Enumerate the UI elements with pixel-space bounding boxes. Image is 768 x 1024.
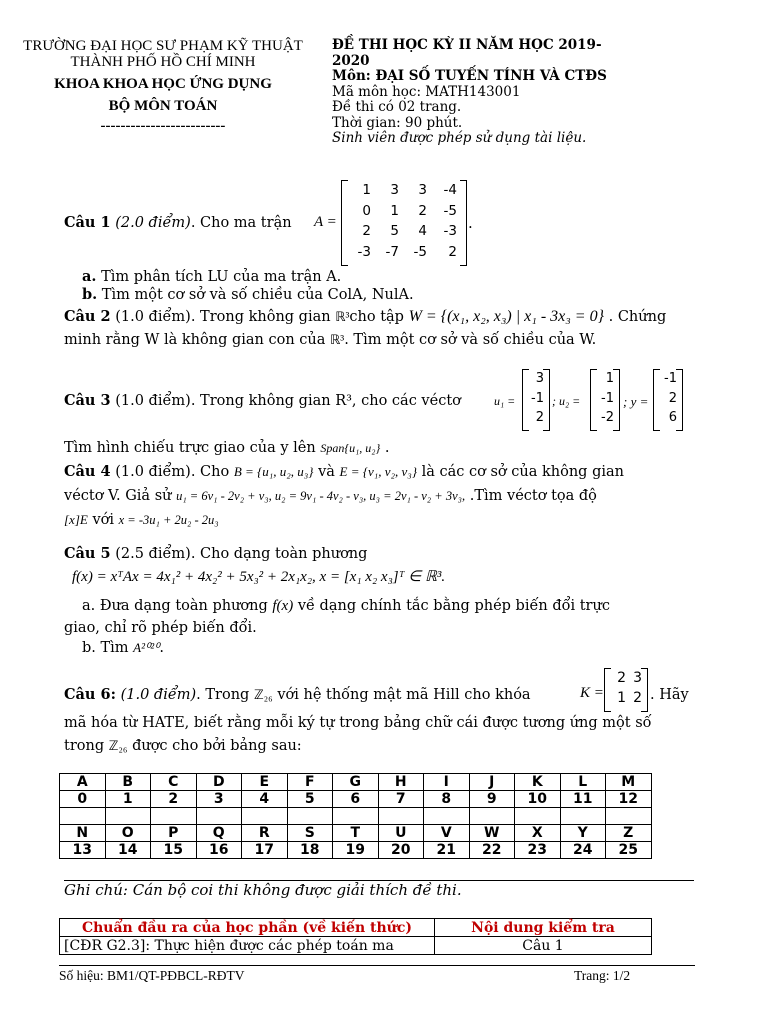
key-matrix-entry-0-1: 3: [633, 670, 642, 686]
q4-line3: [x]E với x = -3u₁ + 2u₂ - 2u₃: [64, 512, 219, 528]
alphabet-letter-cell: U: [378, 825, 424, 842]
alphabet-number-cell: 4: [242, 791, 288, 808]
matrix-a-entry-2-2: 4: [418, 223, 427, 239]
alphabet-number-cell: 22: [469, 842, 515, 859]
footer-divider: [59, 965, 695, 966]
q2-stem: Câu 2 (1.0 điểm). Trong không gian ℝ³cho tập W = {(x₁, x₂, x₃) | x₁ - 3x₃ = 0} . Chứng: [64, 308, 667, 325]
outcome-header-left: Chuẩn đầu ra của học phần (về kiến thức): [60, 919, 435, 937]
q1-part-b: b. Tìm một cơ sở và số chiều của ColA, NulA.: [82, 286, 414, 303]
alphabet-letter-cell: A: [60, 774, 106, 791]
vector-u1-entry-2-0: 2: [535, 410, 544, 425]
key-matrix-entry-1-1: 2: [633, 690, 642, 706]
alphabet-number-cell: 20: [378, 842, 424, 859]
alphabet-empty-cell: [287, 808, 333, 825]
outcome-row-right: Câu 1: [435, 937, 652, 955]
q6-key-matrix: [604, 668, 648, 712]
q3-vector-u2: [590, 369, 620, 431]
alphabet-number-cell: 7: [378, 791, 424, 808]
alphabet-letter-cell: Q: [196, 825, 242, 842]
footer-page-number: Trang: 1/2: [574, 968, 631, 983]
alphabet-row: [60, 791, 652, 808]
q6-stem: Câu 6: (1.0 điểm). Trong ℤ₂₆ với hệ thống mật mã Hill cho khóa: [64, 686, 531, 703]
alphabet-number-cell: 21: [424, 842, 470, 859]
q5-label: Câu 5: [64, 545, 111, 562]
matrix-a-entry-0-2: 3: [418, 182, 427, 198]
vector-u1-entry-0-0: 3: [535, 371, 544, 386]
exam-header: [332, 38, 752, 147]
q4-stem: Câu 4 (1.0 điểm). Cho B = {u₁, u₂, u₃} và E = {v₁, v₂, v₃} là các cơ sở của không gian: [64, 463, 624, 480]
key-matrix-entry-1-0: 1: [617, 690, 626, 706]
department-name: BỘ MÔN TOÁN: [108, 98, 218, 114]
alphabet-letter-cell: D: [196, 774, 242, 791]
q3-vector-y: [653, 369, 683, 431]
q3-stem: Câu 3 (1.0 điểm). Trong không gian R³, cho các véctơ: [64, 392, 461, 409]
alphabet-empty-cell: [242, 808, 288, 825]
alphabet-letter-cell: I: [424, 774, 470, 791]
alphabet-letter-cell: Z: [606, 825, 652, 842]
alphabet-row: [60, 774, 652, 791]
vector-y-entry-0-0: -1: [664, 371, 677, 386]
matrix-right-bracket: [460, 180, 467, 266]
q1-part-a: a. Tìm phân tích LU của ma trận A.: [82, 268, 342, 285]
alphabet-letter-cell: G: [333, 774, 379, 791]
q3-line2: Tìm hình chiếu trực giao của y lên Span{u₁, u₂} .: [64, 440, 390, 456]
outcome-table: [59, 918, 652, 955]
alphabet-letter-cell: X: [515, 825, 561, 842]
school-header: [0, 38, 326, 134]
alphabet-row: [60, 825, 652, 842]
q6-label: Câu 6: [64, 686, 111, 703]
exam-title: ĐỀ THI HỌC KỲ II NĂM HỌC 2019-: [332, 37, 602, 53]
q1-matrix: [341, 180, 467, 266]
vector-u2-entry-1-0: -1: [601, 390, 614, 406]
matrix-a-entry-1-1: 1: [390, 202, 399, 219]
exam-pages: Đề thi có 02 trang.: [332, 99, 462, 115]
matrix-a-entry-3-0: -3: [357, 243, 371, 260]
matrix-a-entry-1-0: 0: [362, 202, 371, 219]
alphabet-letter-cell: P: [151, 825, 197, 842]
alphabet-row: [60, 808, 652, 825]
outcome-row-left: [CĐR G2.3]: Thực hiện được các phép toán ma: [60, 937, 435, 955]
alphabet-number-cell: 6: [333, 791, 379, 808]
outcome-header-right: Nội dung kiểm tra: [435, 919, 652, 937]
alphabet-number-cell: 18: [287, 842, 333, 859]
alphabet-letter-cell: C: [151, 774, 197, 791]
exam-rule-note: Ghi chú: Cán bộ coi thi không được giải thích đề thi.: [64, 881, 462, 899]
alphabet-empty-cell: [560, 808, 606, 825]
alphabet-letter-cell: K: [515, 774, 561, 791]
matrix-a-entry-0-1: 3: [390, 182, 399, 198]
matrix-a-entry-2-3: -3: [443, 223, 457, 239]
q1-stem: [64, 213, 292, 233]
alphabet-number-cell: 10: [515, 791, 561, 808]
matrix-left-bracket: [341, 180, 348, 266]
vector-u1-entry-1-0: -1: [531, 390, 544, 406]
alphabet-empty-cell: [105, 808, 151, 825]
q4-line2: véctơ V. Giả sử u₁ = 6v₁ - 2v₂ + v₃, u₂ = 9v₁ - 4v₂ - v₃, u₃ = 2v₁ - v₂ + 3v₃, .Tìm véctơ tọa độ: [64, 488, 597, 504]
school-name-line1: TRƯỜNG ĐẠI HỌC SƯ PHẠM KỸ THUẬT: [23, 38, 303, 54]
matrix-a-entry-1-3: -5: [443, 202, 457, 219]
q1-matrix-name: A =: [314, 214, 337, 230]
q2-line2: minh rằng W là không gian con của ℝ³. Tìm một cơ sở và số chiều của W.: [64, 332, 597, 348]
header-divider: -------------------------: [100, 118, 226, 134]
q5-quadratic-form: f(x) = xᵀAx = 4x₁² + 4x₂² + 5x₃² + 2x₁x₂, x = [x₁ x₂ x₃]ᵀ ∈ ℝ³.: [72, 569, 446, 585]
exam-note: Sinh viên được phép sử dụng tài liệu.: [332, 130, 587, 146]
q2-label: Câu 2: [64, 308, 111, 325]
alphabet-empty-cell: [378, 808, 424, 825]
alphabet-number-cell: 11: [560, 791, 606, 808]
alphabet-empty-cell: [515, 808, 561, 825]
matrix-a-entry-0-0: 1: [362, 182, 371, 198]
alphabet-empty-cell: [60, 808, 106, 825]
q5-stem: Câu 5 (2.5 điểm). Cho dạng toàn phương: [64, 545, 368, 562]
q1-text: . Cho ma trận: [190, 215, 292, 231]
alphabet-letter-cell: H: [378, 774, 424, 791]
alphabet-number-cell: 5: [287, 791, 333, 808]
alphabet-number-cell: 14: [105, 842, 151, 859]
alphabet-number-cell: 12: [606, 791, 652, 808]
q1-points: (2.0 điểm): [115, 215, 191, 231]
school-name-line2: THÀNH PHỐ HỒ CHÍ MINH: [70, 54, 256, 70]
alphabet-letter-cell: W: [469, 825, 515, 842]
q5-part-b: b. Tìm A²⁰²⁰.: [82, 640, 164, 656]
alphabet-number-cell: 9: [469, 791, 515, 808]
q5-part-a: a. Đưa dạng toàn phương f(x) về dạng chính tắc bằng phép biến đổi trực: [82, 598, 610, 614]
vector-u2-entry-2-0: -2: [601, 410, 614, 425]
vector-y-entry-1-0: 2: [668, 390, 677, 406]
alphabet-empty-cell: [196, 808, 242, 825]
alphabet-letter-cell: R: [242, 825, 288, 842]
alphabet-number-cell: 15: [151, 842, 197, 859]
matrix-a-entry-2-0: 2: [362, 223, 371, 239]
alphabet-number-cell: 24: [560, 842, 606, 859]
key-matrix-entry-0-0: 2: [617, 670, 626, 686]
matrix-a-entry-3-1: -7: [385, 243, 399, 260]
alphabet-empty-cell: [151, 808, 197, 825]
alphabet-letter-cell: M: [606, 774, 652, 791]
alphabet-number-cell: 0: [60, 791, 106, 808]
alphabet-letter-cell: L: [560, 774, 606, 791]
alphabet-letter-cell: O: [105, 825, 151, 842]
alphabet-empty-cell: [424, 808, 470, 825]
q3-label: Câu 3: [64, 392, 111, 409]
exam-code: Mã môn học: MATH143001: [332, 83, 521, 100]
matrix-a-entry-1-2: 2: [418, 202, 427, 219]
alphabet-number-cell: 17: [242, 842, 288, 859]
exam-subject: Môn: ĐẠI SỐ TUYẾN TÍNH VÀ CTĐS: [332, 68, 607, 84]
alphabet-empty-cell: [333, 808, 379, 825]
alphabet-number-cell: 25: [606, 842, 652, 859]
q6-line3: trong ℤ₂₆ được cho bởi bảng sau:: [64, 738, 302, 754]
matrix-a-entry-0-3: -4: [443, 182, 457, 198]
q3-vector-u1: [522, 369, 550, 431]
alphabet-letter-cell: F: [287, 774, 333, 791]
alphabet-letter-cell: B: [105, 774, 151, 791]
alphabet-letter-cell: Y: [560, 825, 606, 842]
alphabet-letter-cell: T: [333, 825, 379, 842]
alphabet-letter-cell: N: [60, 825, 106, 842]
alphabet-number-cell: 2: [151, 791, 197, 808]
alphabet-number-cell: 23: [515, 842, 561, 859]
exam-time: Thời gian: 90 phút.: [332, 114, 463, 131]
alphabet-row: [60, 842, 652, 859]
alphabet-number-cell: 16: [196, 842, 242, 859]
matrix-a-entry-3-2: -5: [413, 243, 427, 260]
alphabet-letter-cell: E: [242, 774, 288, 791]
alphabet-number-cell: 8: [424, 791, 470, 808]
alphabet-empty-cell: [606, 808, 652, 825]
footer-doc-code: Số hiệu: BM1/QT-PĐBCL-RĐTV: [59, 968, 245, 983]
q6-line2: mã hóa từ HATE, biết rằng mỗi ký tự trong bảng chữ cái được tương ứng một số: [64, 715, 652, 731]
alphabet-number-cell: 19: [333, 842, 379, 859]
faculty-name: KHOA KHOA HỌC ỨNG DỤNG: [54, 76, 272, 92]
matrix-a-entry-3-3: 2: [448, 243, 457, 260]
alphabet-letter-cell: J: [469, 774, 515, 791]
alphabet-letter-cell: S: [287, 825, 333, 842]
q1-label: Câu 1: [64, 214, 111, 231]
vector-y-entry-2-0: 6: [668, 410, 677, 425]
q2-set: W = {(x₁, x₂, x₃) | x₁ - 3x₃ = 0}: [408, 308, 604, 325]
matrix-a-entry-2-1: 5: [390, 223, 399, 239]
alphabet-letter-cell: V: [424, 825, 470, 842]
alphabet-number-cell: 1: [105, 791, 151, 808]
q4-label: Câu 4: [64, 463, 111, 480]
exam-title-year: 2020: [332, 52, 370, 69]
vector-u2-entry-0-0: 1: [605, 371, 614, 386]
alphabet-number-cell: 13: [60, 842, 106, 859]
alphabet-table: [59, 773, 652, 859]
alphabet-empty-cell: [469, 808, 515, 825]
alphabet-number-cell: 3: [196, 791, 242, 808]
q5-part-a-line2: giao, chỉ rõ phép biến đổi.: [64, 620, 257, 636]
